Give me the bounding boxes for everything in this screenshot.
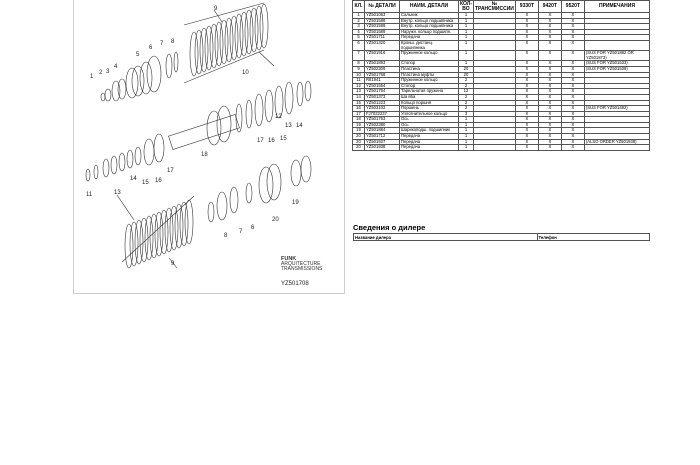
cell-notes: (SUS FOR YZ501882 OR YZ501873) [584, 51, 649, 61]
cell-part-name: Пластина муфты [400, 72, 459, 78]
cell-part-number: YZ501768 [365, 72, 400, 78]
cell-quantity: 2 [459, 78, 474, 84]
cell-quantity: 1 [459, 29, 474, 35]
cell-key: 20 [353, 145, 365, 151]
cell-key: 4 [353, 29, 365, 35]
brand-name: FUNK [281, 256, 297, 262]
cell-key: 18 [353, 117, 365, 123]
diagram-code: YZ501708 [281, 281, 309, 287]
callout-2: 2 [99, 70, 103, 76]
cell-9420t: X [538, 29, 561, 35]
cell-9330t: X [515, 18, 538, 24]
cell-notes: (SUS FOR YZ501533) [584, 61, 649, 67]
cell-part-name: Уплотнительное кольцо [400, 111, 459, 117]
callout-20: 20 [272, 217, 279, 223]
cell-9520t: X [561, 13, 584, 19]
cell-key: 1 [353, 13, 365, 19]
col-9420t: 9420T [538, 1, 561, 13]
cell-9330t: X [515, 89, 538, 95]
cell-quantity: 2 [459, 83, 474, 89]
cell-part-number: YZ501916 [365, 51, 400, 61]
cell-quantity: 1 [459, 128, 474, 134]
cell-key: 20 [353, 139, 365, 145]
callout-18: 18 [201, 152, 208, 158]
col-9330t: 9330T [515, 1, 538, 13]
cell-9330t: X [515, 40, 538, 50]
callout-16-lower: 16 [155, 178, 162, 184]
callout-1: 1 [90, 74, 94, 80]
cell-part-number: YZ501712 [365, 134, 400, 140]
cell-9420t: X [538, 145, 561, 151]
cell-part-number: YZ501373 [365, 94, 400, 100]
cell-9420t: X [538, 128, 561, 134]
parts-table-header [353, 1, 650, 13]
cell-notes: (ALSO ORDER YZ501938) [584, 139, 649, 145]
cell-9420t: X [538, 111, 561, 117]
cell-key: 19 [353, 122, 365, 128]
cell-part-name: Ось [400, 117, 459, 123]
cell-key: 7 [353, 51, 365, 61]
cell-9330t: X [515, 51, 538, 61]
cell-key: 20 [353, 134, 365, 140]
cell-part-number: YZ503102 [365, 106, 400, 112]
cell-quantity: 3 [459, 111, 474, 117]
cell-9420t: X [538, 83, 561, 89]
cell-9420t: X [538, 139, 561, 145]
cell-9520t: X [561, 117, 584, 123]
cell-quantity: 1 [459, 35, 474, 41]
callout-6-top: 6 [149, 45, 153, 51]
cell-quantity: 1 [459, 18, 474, 24]
cell-quantity: 2 [459, 94, 474, 100]
cell-key: 12 [353, 83, 365, 89]
cell-part-name: Наружн. кольцо подшипн. [400, 29, 459, 35]
cell-key: 19 [353, 128, 365, 134]
parts-table-body [353, 13, 650, 151]
cell-quantity: 12 [459, 89, 474, 95]
cell-9520t: X [561, 139, 584, 145]
exploded-view-drawing [74, 0, 344, 293]
cell-9330t: X [515, 66, 538, 72]
cell-quantity: 1 [459, 13, 474, 19]
cell-9330t: X [515, 24, 538, 30]
cell-9420t: X [538, 51, 561, 61]
cell-part-number: YZ501937 [365, 139, 400, 145]
cell-part-name: Кольцо поршня [400, 100, 459, 106]
cell-9420t: X [538, 122, 561, 128]
cell-9420t: X [538, 40, 561, 50]
cell-quantity: 1 [459, 61, 474, 67]
table-row [353, 51, 650, 61]
cell-transmission [474, 145, 516, 151]
cell-9420t: X [538, 13, 561, 19]
cell-part-number: FJ7032237 [365, 111, 400, 117]
cell-9520t: X [561, 134, 584, 140]
cell-key: 2 [353, 18, 365, 24]
cell-key: 13 [353, 89, 365, 95]
cell-part-name: Внутр. кольцо подшипника [400, 24, 459, 30]
cell-part-name: Стопор [400, 61, 459, 67]
cell-9520t: X [561, 66, 584, 72]
col-transmission: № ТРАНСМИССИИ [475, 0, 514, 12]
callout-7-top: 7 [160, 41, 164, 47]
col-part-number: № ДЕТАЛИ [365, 1, 400, 13]
brand-subtitle: ARQUITECTURE TRANSMISSIONS [281, 261, 323, 272]
cell-part-name: Пружинное кольцо [400, 78, 459, 84]
cell-9420t: X [538, 61, 561, 67]
cell-quantity: 2 [459, 106, 474, 112]
cell-part-name: Ша йба [400, 94, 459, 100]
upper-clutch-pack [184, 3, 268, 83]
cell-9330t: X [515, 83, 538, 89]
cell-9520t: X [561, 111, 584, 117]
cell-9330t: X [515, 35, 538, 41]
cell-quantity: 20 [459, 72, 474, 78]
cell-quantity: 1 [459, 40, 474, 50]
callout-17: 17 [257, 138, 264, 144]
callout-17-lower: 17 [167, 168, 174, 174]
cell-part-name: Шарикоподш. подшипник [400, 128, 459, 134]
table-row [353, 145, 650, 151]
cell-key: 15 [353, 100, 365, 106]
cell-quantity: 1 [459, 145, 474, 151]
callout-14-lower: 14 [130, 176, 137, 182]
cell-part-name: Стопор [400, 83, 459, 89]
cell-9520t: X [561, 18, 584, 24]
cell-quantity: 1 [459, 122, 474, 128]
cell-9420t: X [538, 18, 561, 24]
cell-9420t: X [538, 89, 561, 95]
cell-9330t: X [515, 100, 538, 106]
cell-part-number: YZ501884 [365, 128, 400, 134]
cell-9520t: X [561, 122, 584, 128]
callout-6-bottom: 6 [251, 225, 255, 231]
cell-transmission [474, 40, 516, 50]
callout-8-bottom: 8 [224, 233, 228, 239]
cell-9520t: X [561, 61, 584, 67]
cell-part-number: YZ501589 [365, 24, 400, 30]
cell-9330t: X [515, 94, 538, 100]
cell-9520t: X [561, 89, 584, 95]
col-key: КЛ. [353, 1, 365, 13]
table-row [353, 40, 650, 50]
cell-quantity: 1 [459, 139, 474, 145]
cell-9420t: X [538, 106, 561, 112]
callout-12: 12 [275, 114, 282, 120]
cell-9420t: X [538, 66, 561, 72]
cell-9520t: X [561, 83, 584, 89]
callout-7-bottom: 7 [239, 229, 243, 235]
callout-5: 5 [136, 52, 140, 58]
callout-9-bottom: 9 [171, 261, 175, 267]
cell-9520t: X [561, 24, 584, 30]
cell-key: 11 [353, 78, 365, 84]
cell-part-name: Тарельчатая пружина [400, 89, 459, 95]
dealer-name-label: Название дилера [354, 234, 538, 241]
parts-table [352, 0, 650, 151]
cell-9520t: X [561, 128, 584, 134]
callout-13: 13 [285, 123, 292, 129]
cell-quantity: 20 [459, 66, 474, 72]
callout-9-top: 9 [214, 6, 218, 12]
cell-notes: (SUS FOR YZ501482) [584, 106, 649, 112]
cell-9520t: X [561, 100, 584, 106]
cell-part-number: YZ501763 [365, 117, 400, 123]
cell-part-number: R81941 [365, 78, 400, 84]
cell-key: 10 [353, 72, 365, 78]
col-notes: ПРИМЕЧАНИЯ [584, 1, 649, 13]
cell-9520t: X [561, 40, 584, 50]
cell-9330t: X [515, 72, 538, 78]
cell-key: 16 [353, 106, 365, 112]
cell-part-number: YZ501893 [365, 61, 400, 67]
cell-9420t: X [538, 94, 561, 100]
cell-9420t: X [538, 72, 561, 78]
cell-9520t: X [561, 35, 584, 41]
cell-9330t: X [515, 29, 538, 35]
callout-16: 16 [268, 138, 275, 144]
dealer-row [354, 234, 650, 241]
cell-9520t: X [561, 72, 584, 78]
cell-quantity: 1 [459, 24, 474, 30]
exploded-parts-diagram [73, 0, 345, 294]
cell-key: 9 [353, 66, 365, 72]
cell-9520t: X [561, 29, 584, 35]
cell-part-name: Передача [400, 35, 459, 41]
cell-notes [584, 40, 649, 50]
dealer-table [353, 233, 650, 241]
cell-part-number: YZ501063 [365, 13, 400, 19]
cell-notes: (SUS FOR YZ501539) [584, 66, 649, 72]
cell-part-number: YZ501320 [365, 40, 400, 50]
cell-9420t: X [538, 117, 561, 123]
cell-9420t: X [538, 78, 561, 84]
lower-clutch-pack [122, 196, 194, 268]
cell-9330t: X [515, 111, 538, 117]
callout-14: 14 [296, 123, 303, 129]
dealer-section-title: Сведения о дилере [353, 223, 426, 232]
col-part-name: НАИМ. ДЕТАЛИ [400, 1, 459, 13]
callout-4: 4 [114, 64, 118, 70]
cell-quantity: 2 [459, 100, 474, 106]
cell-part-number: YZ502309 [365, 66, 400, 72]
col-9520t: 9520T [561, 1, 584, 13]
cell-part-name: Сальник [400, 13, 459, 19]
cell-part-number: YZ501589 [365, 29, 400, 35]
callout-8-top: 8 [171, 39, 175, 45]
cell-key: 17 [353, 111, 365, 117]
cell-9330t: X [515, 78, 538, 84]
cell-9420t: X [538, 100, 561, 106]
cell-quantity: 1 [459, 51, 474, 61]
cell-key: 3 [353, 24, 365, 30]
cell-9330t: X [515, 128, 538, 134]
cell-key: 6 [353, 40, 365, 50]
callout-15-lower: 15 [142, 180, 149, 186]
cell-9330t: X [515, 61, 538, 67]
cell-9520t: X [561, 145, 584, 151]
cell-9330t: X [515, 117, 538, 123]
cell-key: 14 [353, 94, 365, 100]
cell-quantity: 1 [459, 117, 474, 123]
cell-part-name: Пружинное кольцо [400, 51, 459, 61]
cell-part-number: YZ501764 [365, 89, 400, 95]
cell-9330t: X [515, 122, 538, 128]
cell-part-number: YZ501711 [365, 35, 400, 41]
cell-part-number: YZ501223 [365, 100, 400, 106]
cell-part-name: Кронш. дистанц. подшипника [400, 40, 459, 50]
col-quantity: КОЛ-ВО [460, 0, 472, 12]
cell-part-number: YZ501938 [365, 145, 400, 151]
cell-notes [584, 145, 649, 151]
cell-9330t: X [515, 13, 538, 19]
callout-3: 3 [106, 69, 110, 75]
cell-quantity: 1 [459, 134, 474, 140]
cell-part-number: YZ502380 [365, 122, 400, 128]
cell-part-name: Передача [400, 134, 459, 140]
brand-mark [281, 257, 322, 272]
cell-part-name: Ось [400, 122, 459, 128]
cell-9520t: X [561, 51, 584, 61]
cell-part-number: YZ501588 [365, 18, 400, 24]
cell-part-name: Передача [400, 145, 459, 151]
callout-13-lower: 13 [114, 190, 121, 196]
cell-9520t: X [561, 106, 584, 112]
cell-9520t: X [561, 94, 584, 100]
cell-transmission [474, 51, 516, 61]
callout-19: 19 [292, 200, 299, 206]
callout-10: 10 [242, 70, 249, 76]
cell-9330t: X [515, 139, 538, 145]
cell-9420t: X [538, 134, 561, 140]
cell-key: 8 [353, 61, 365, 67]
cell-part-number: YZ501554 [365, 83, 400, 89]
cell-9330t: X [515, 106, 538, 112]
cell-9520t: X [561, 78, 584, 84]
cell-9330t: X [515, 134, 538, 140]
cell-part-name: Внутр. кольцо подшипника [400, 18, 459, 24]
cell-9420t: X [538, 35, 561, 41]
cell-9420t: X [538, 24, 561, 30]
cell-9330t: X [515, 145, 538, 151]
cell-part-name: Передача [400, 139, 459, 145]
callout-11: 11 [86, 192, 93, 198]
cell-part-name: Поршень [400, 106, 459, 112]
cell-part-name: Пластина [400, 66, 459, 72]
cell-key: 5 [353, 35, 365, 41]
dealer-phone-label: Телефон [537, 234, 649, 241]
callout-15: 15 [280, 136, 287, 142]
